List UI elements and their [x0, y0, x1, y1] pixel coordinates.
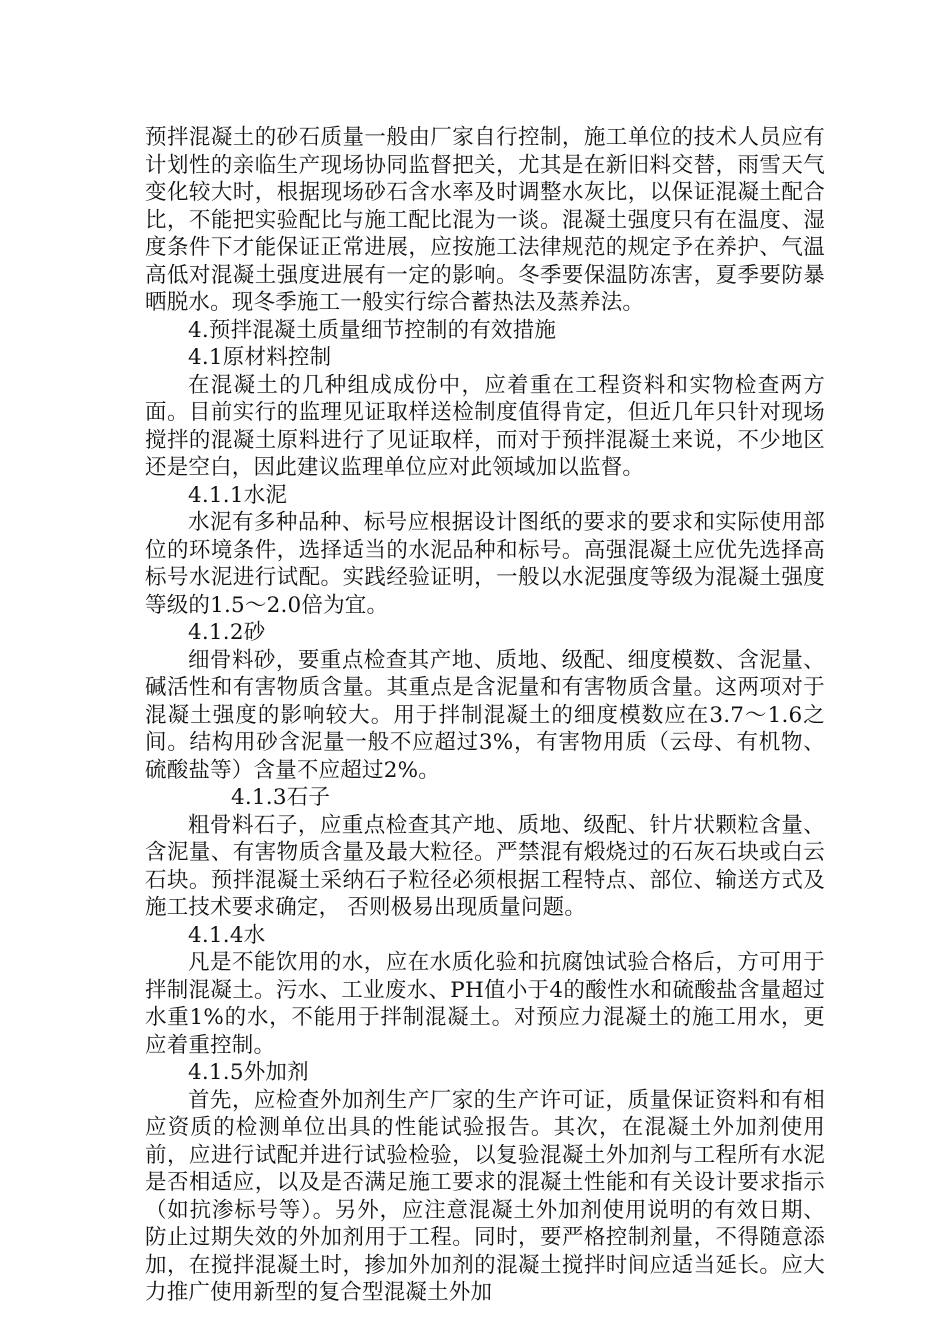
paragraph-cement: 水泥有多种品种、标号应根据设计图纸的要求的要求和实际使用部位的环境条件，选择适当的水泥品种和标号。高强混凝土应优先选择高标号水泥进行试配。实践经验证明，一般以水泥强度等级为混凝土强度等级的1.5～2.0倍为宜。	[145, 510, 825, 618]
paragraph-sand: 细骨料砂，要重点检查其产地、质地、级配、细度模数、含泥量、碱活性和有害物质含量。其重点是含泥量和有害物质含量。这两项对于混凝土强度的影响较大。用于拌制混凝土的细度模数应在3.7～1.6之间。结构用砂含泥量一般不应超过3%，有害物用质（云母、有机物、硫酸盐等）含量不应超过2%。	[145, 647, 825, 783]
heading-section-4-1-2: 4.1.2砂	[188, 620, 266, 645]
paragraph-gravel: 粗骨料石子，应重点检查其产地、质地、级配、针片状颗粒含量、含泥量、有害物质含量及最大粒径。严禁混有煅烧过的石灰石块或白云石块。预拌混凝土采纳石子粒径必须根据工程特点、部位、输送方式及施工技术要求确定， 否则极易出现质量问题。	[145, 812, 825, 920]
heading-section-4-1-3: 4.1.3石子	[231, 785, 331, 810]
paragraph-sand-gravel-quality: 预拌混凝土的砂石质量一般由厂家自行控制，施工单位的技术人员应有计划性的亲临生产现场协同监督把关，尤其是在新旧料交替，雨雪天气变化较大时，根据现场砂石含水率及时调整水灰比，以保证混凝土配合比，不能把实验配比与施工配比混为一谈。混凝土强度只有在温度、湿度条件下才能保证正常进展，应按施工法律规范的规定予在养护、气温高低对混凝土强度进展有一定的影响。冬季要保温防冻害，夏季要防暴晒脱水。现冬季施工一般实行综合蓄热法及蒸养法。	[145, 125, 825, 315]
paragraph-raw-material-control: 在混凝土的几种组成成份中，应着重在工程资料和实物检查两方面。目前实行的监理见证取样送检制度值得肯定，但近几年只针对现场搅拌的混凝土原料进行了见证取样，而对于预拌混凝土来说，不少地区还是空白，因此建议监理单位应对此领域加以监督。	[145, 372, 825, 480]
paragraph-admixture: 首先，应检查外加剂生产厂家的生产许可证，质量保证资料和有相应资质的检测单位出具的性能试验报告。其次，在混凝土外加剂使用前，应进行试配并进行试验检验，以复验混凝土外加剂与工程所有水泥是否相适应，以及是否满足施工要求的混凝土性能和有关设计要求指示（如抗渗标号等）。另外，应注意混凝土外加剂使用说明的有效日期、防止过期失效的外加剂用于工程。同时，要严格控制剂量，不得随意添加，在搅拌混凝土时，掺加外加剂的混凝土搅拌时间应适当延长。应大力推广使用新型的复合型混凝土外加	[145, 1087, 825, 1305]
paragraph-water: 凡是不能饮用的水，应在水质化验和抗腐蚀试验合格后，方可用于拌制混凝土。污水、工业废水、PH值小于4的酸性水和硫酸盐含量超过水重1%的水，不能用于拌制混凝土。对预应力混凝土的施工用水，更应着重控制。	[145, 950, 825, 1058]
document-body	[145, 124, 825, 1307]
heading-section-4-1-5: 4.1.5外加剂	[188, 1060, 309, 1085]
heading-section-4: 4.预拌混凝土质量细节控制的有效措施	[188, 317, 557, 343]
heading-section-4-1: 4.1原材料控制	[188, 345, 332, 370]
heading-section-4-1-4: 4.1.4水	[188, 922, 266, 948]
heading-section-4-1-1: 4.1.1水泥	[188, 482, 288, 508]
